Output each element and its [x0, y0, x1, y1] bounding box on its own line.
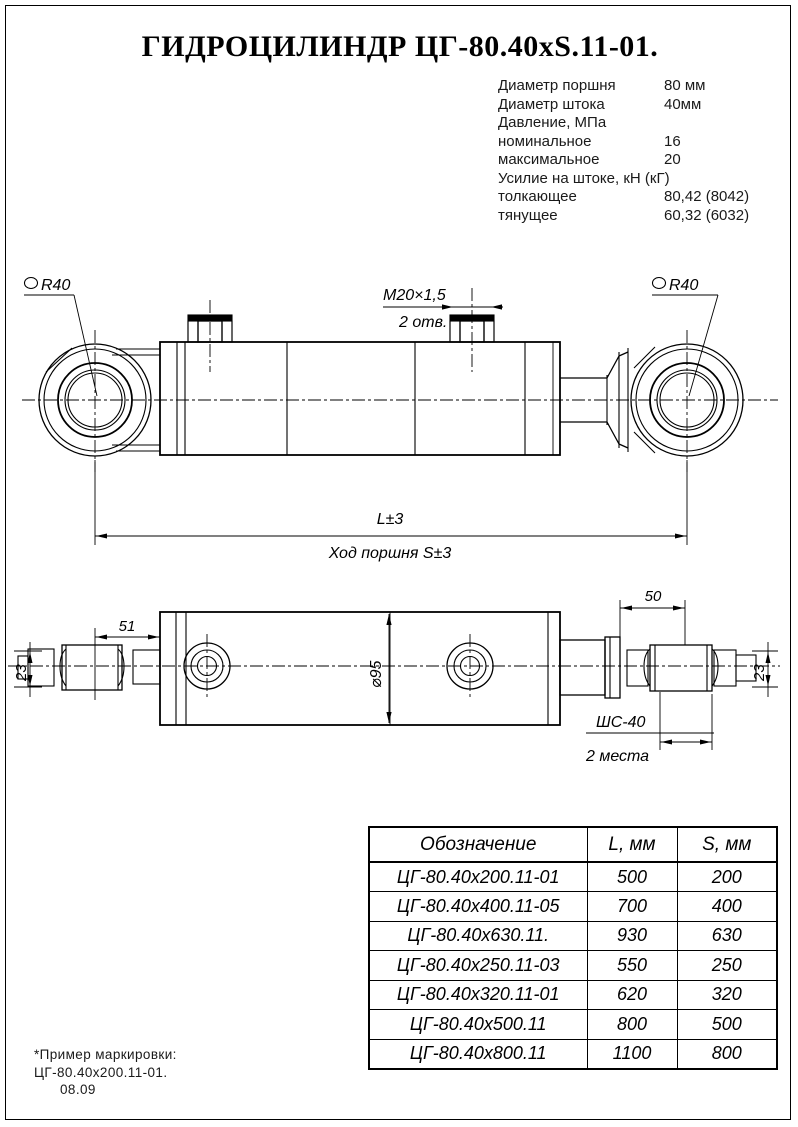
footnote-line-1: *Пример маркировки: [34, 1047, 177, 1062]
footnote-line-3: 08.09 [60, 1082, 96, 1097]
spec-value: 20 [664, 151, 681, 168]
table-row [369, 951, 777, 981]
length-dimension [95, 460, 687, 562]
diameter-dimension [368, 614, 392, 723]
thread-holes-label: 2 отв. [399, 314, 448, 331]
plan-view [8, 588, 780, 765]
thread-label: М20×1,5 [383, 287, 446, 304]
stroke-label: Ход поршня S±3 [328, 545, 452, 562]
cell-stroke: 400 [677, 892, 777, 922]
col-header-designation: Обозначение [369, 827, 587, 862]
spec-label: Диаметр поршня [498, 77, 616, 94]
bearing-places-label: 2 места [586, 748, 650, 765]
side-view [22, 277, 778, 562]
dim-50-label: 50 [644, 588, 662, 605]
cylinder-body [160, 342, 560, 455]
cell-designation: ЦГ-80.40х630.11. [369, 921, 587, 951]
spec-value: 80,42 (8042) [664, 188, 750, 205]
spec-value: 16 [664, 132, 681, 150]
cell-length: 550 [587, 951, 677, 981]
cell-designation: ЦГ-80.40х320.11-01 [369, 980, 587, 1010]
spec-label: Усилие на штоке, кН (кГ) [498, 169, 670, 187]
footnote [34, 1046, 177, 1099]
spec-value: 60,32 (6032) [664, 206, 750, 224]
dim-51 [95, 618, 160, 700]
cell-stroke: 200 [677, 862, 777, 892]
length-label: L±3 [376, 511, 404, 528]
right-rod-end [560, 637, 756, 698]
plan-port-2 [447, 634, 493, 698]
table-row [369, 1010, 777, 1040]
cell-length: 1100 [587, 1039, 677, 1069]
spec-label: максимальное [498, 151, 600, 168]
col-header-stroke: S, мм [677, 827, 777, 862]
port-nut-1 [188, 300, 232, 372]
dim-50 [620, 588, 685, 645]
cell-stroke: 800 [677, 1039, 777, 1069]
plan-port-1 [184, 634, 230, 698]
table-row [369, 921, 777, 951]
cell-length: 620 [587, 980, 677, 1010]
left-eye-radius-callout [24, 277, 97, 396]
footnote-line-2: ЦГ-80.40х200.11-01. [34, 1064, 168, 1080]
spec-value: 80 мм [664, 77, 706, 94]
table-row [369, 1039, 777, 1069]
plan-body [160, 612, 560, 725]
sphere-symbol-icon [653, 278, 666, 289]
dim-23-left-label: 23 [13, 664, 30, 681]
left-rod-eye [39, 330, 160, 472]
cell-length: 930 [587, 921, 677, 951]
size-table [368, 826, 778, 1070]
cell-designation: ЦГ-80.40х250.11-03 [369, 951, 587, 981]
table-row [369, 980, 777, 1010]
cell-stroke: 250 [677, 951, 777, 981]
dim-23-right-label: 23 [751, 664, 768, 681]
thread-dimension [383, 287, 503, 331]
col-header-length: L, мм [587, 827, 677, 862]
right-eye-radius-label: R40 [669, 277, 699, 294]
cell-length: 700 [587, 892, 677, 922]
spec-value: 40мм [664, 95, 702, 113]
spec-label: Диаметр штока [498, 95, 605, 113]
left-spherical-joint [18, 645, 160, 690]
cell-stroke: 320 [677, 980, 777, 1010]
bearing-callout [585, 692, 714, 765]
cell-designation: ЦГ-80.40х200.11-01 [369, 862, 587, 892]
cell-length: 800 [587, 1010, 677, 1040]
spec-label: Давление, МПа [498, 114, 607, 131]
spec-label: толкающее [498, 188, 577, 205]
port-nut-2 [450, 288, 494, 372]
table-row [369, 892, 777, 922]
cell-designation: ЦГ-80.40х400.11-05 [369, 892, 587, 922]
spec-label: тянущее [498, 206, 558, 224]
bearing-label: ШС-40 [596, 714, 646, 731]
dim-23-right [751, 642, 778, 697]
table-header-row [369, 827, 777, 862]
cell-stroke: 630 [677, 921, 777, 951]
sphere-symbol-icon [25, 278, 38, 289]
right-rod-eye [631, 330, 743, 472]
cell-stroke: 500 [677, 1010, 777, 1040]
dim-51-label: 51 [118, 618, 136, 635]
cell-designation: ЦГ-80.40х800.11 [369, 1039, 587, 1069]
diameter-label: ⌀95 [368, 660, 385, 688]
cell-length: 500 [587, 862, 677, 892]
page-title: ГИДРОЦИЛИНДР ЦГ-80.40xS.11-01. [141, 30, 659, 63]
left-eye-radius-label: R40 [41, 277, 71, 294]
table-row [369, 862, 777, 892]
cell-designation: ЦГ-80.40х500.11 [369, 1010, 587, 1040]
spec-label: номинальное [498, 132, 592, 150]
